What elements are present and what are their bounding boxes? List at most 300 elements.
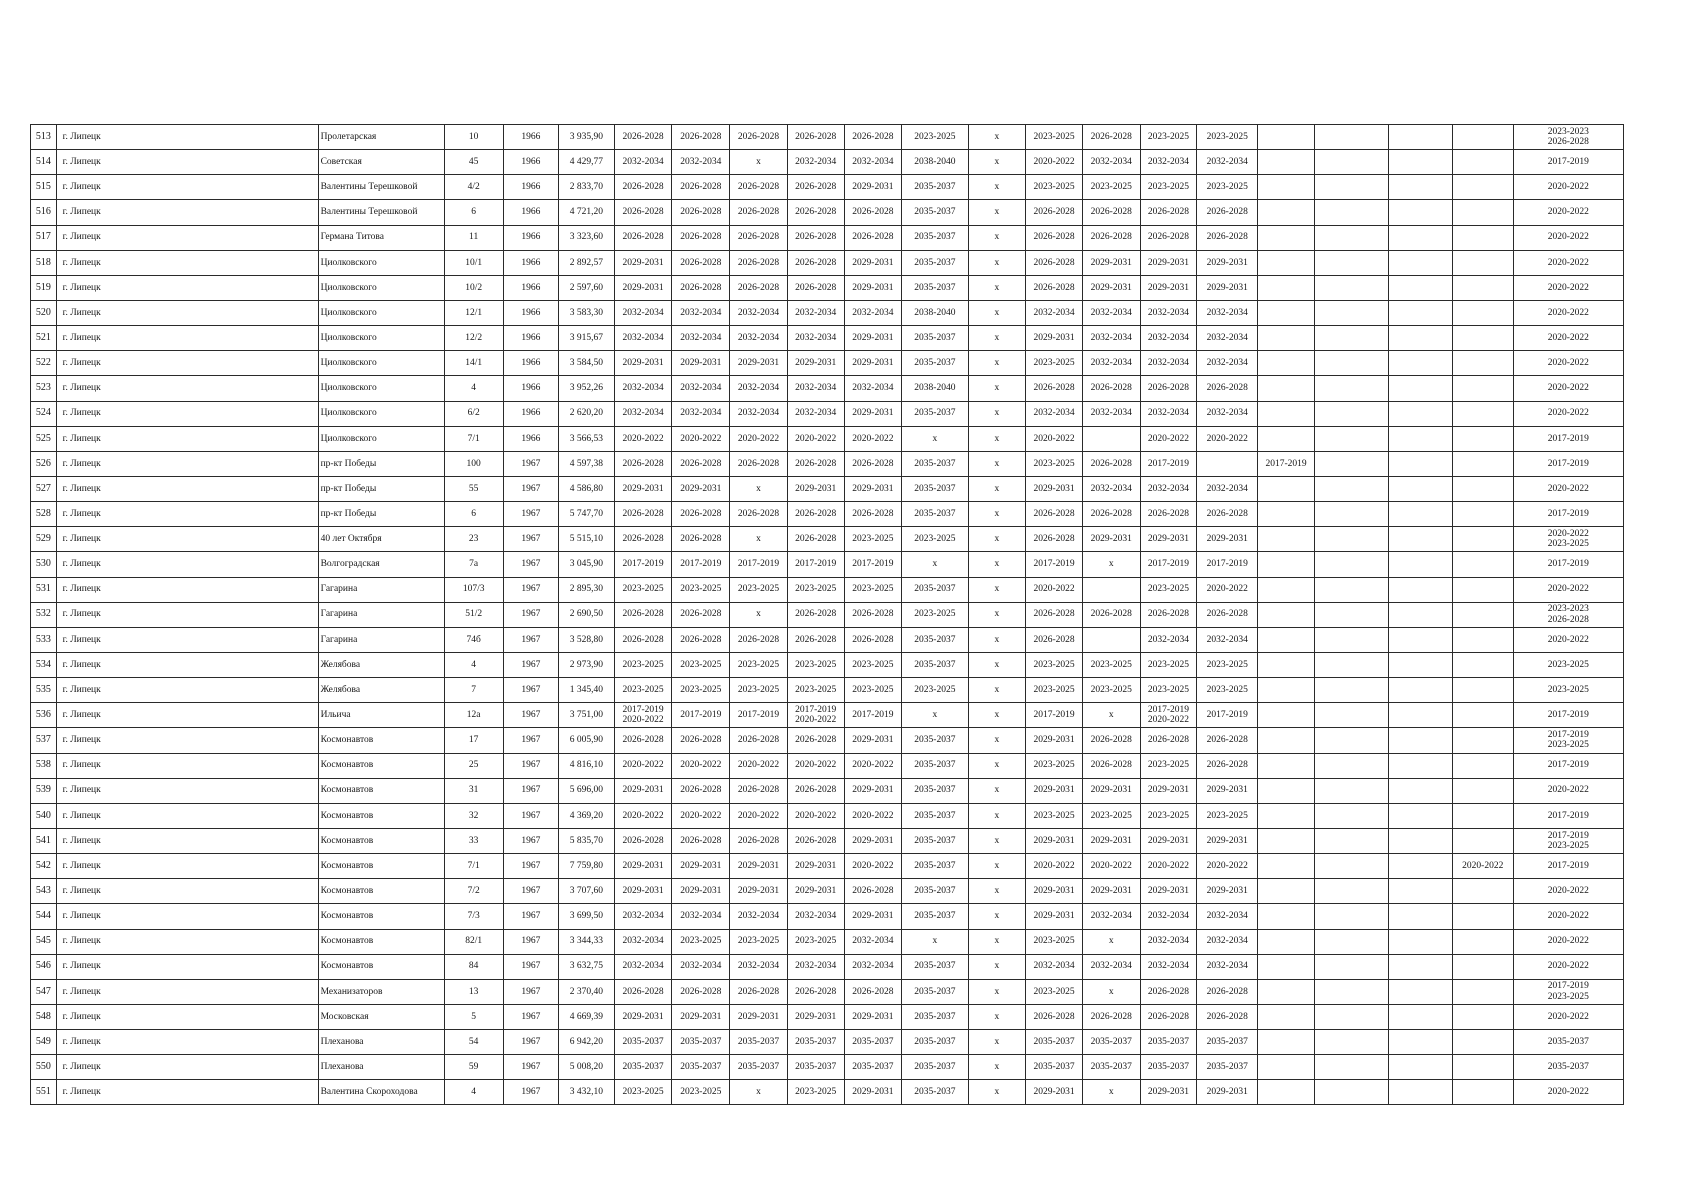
cell-period-col-9: х — [730, 150, 788, 175]
cell-period-col-9: 2026-2028 — [730, 828, 788, 853]
cell-period-col-7: 2026-2028 — [614, 828, 672, 853]
cell-period-col-7: 2020-2022 — [614, 753, 672, 778]
cell-period-col-7: 2032-2034 — [614, 300, 672, 325]
cell-street: пр-кт Победы — [318, 451, 444, 476]
cell-period-col-12: 2035-2037 — [902, 275, 968, 300]
cell-street: Циолковского — [318, 351, 444, 376]
cell-period-col-10: 2026-2028 — [787, 451, 844, 476]
cell-house-number: 11 — [444, 225, 503, 250]
cell-house-number: 4 — [444, 652, 503, 677]
cell-street: Механизаторов — [318, 979, 444, 1004]
table-row — [31, 728, 1624, 753]
cell-period-col-19 — [1314, 200, 1388, 225]
cell-period-col-21 — [1452, 326, 1513, 351]
cell-period-col-19 — [1314, 451, 1388, 476]
table-row — [31, 979, 1624, 1004]
cell-period-col-18 — [1258, 200, 1315, 225]
cell-period-col-9: 2023-2025 — [730, 577, 788, 602]
cell-period-col-10: 2035-2037 — [787, 1055, 844, 1080]
cell-period-col-9: 2026-2028 — [730, 125, 788, 150]
cell-period-col-7: 2029-2031 — [614, 351, 672, 376]
cell-period-col-12: 2035-2037 — [902, 954, 968, 979]
cell-period-col-11: 2020-2022 — [844, 854, 902, 879]
cell-locality: г. Липецк — [56, 225, 318, 250]
cell-period-col-16: 2029-2031 — [1140, 275, 1197, 300]
cell-row-number: 533 — [31, 627, 57, 652]
cell-period-col-8: 2026-2028 — [672, 451, 730, 476]
cell-period-col-12: х — [902, 703, 968, 728]
cell-period-col-21 — [1452, 250, 1513, 275]
cell-line: 2023-2025 — [1547, 841, 1589, 851]
cell-period-col-12: 2035-2037 — [902, 200, 968, 225]
cell-period-col-20 — [1388, 854, 1452, 879]
cell-period-col-20 — [1388, 200, 1452, 225]
cell-period-col-7: 2035-2037 — [614, 1030, 672, 1055]
cell-row-number: 539 — [31, 778, 57, 803]
cell-house-number: 10 — [444, 125, 503, 150]
cell-period-col-18 — [1258, 527, 1315, 552]
cell-period-col-19 — [1314, 904, 1388, 929]
cell-period-col-14: 2035-2037 — [1026, 1030, 1083, 1055]
cell-period-col-8: 2026-2028 — [672, 200, 730, 225]
cell-period-col-15: 2026-2028 — [1082, 451, 1140, 476]
cell-period-col-22 — [1513, 527, 1623, 552]
cell-total-area: 7 759,80 — [559, 854, 615, 879]
cell-period-col-10: 2029-2031 — [787, 1004, 844, 1029]
cell-period-col-8: 2023-2025 — [672, 652, 730, 677]
cell-period-col-20 — [1388, 652, 1452, 677]
cell-period-col-8: 2017-2019 — [672, 552, 730, 577]
cell-row-number: 545 — [31, 929, 57, 954]
cell-street: Циолковского — [318, 300, 444, 325]
cell-period-col-15: 2026-2028 — [1082, 376, 1140, 401]
cell-locality: г. Липецк — [56, 879, 318, 904]
cell-period-col-19 — [1314, 728, 1388, 753]
cell-locality: г. Липецк — [56, 250, 318, 275]
cell-period-col-17: 2029-2031 — [1197, 879, 1258, 904]
cell-period-col-9: 2032-2034 — [730, 954, 788, 979]
cell-period-col-16: 2026-2028 — [1140, 200, 1197, 225]
cell-house-number: 4 — [444, 376, 503, 401]
cell-period-col-18 — [1258, 753, 1315, 778]
cell-period-col-16: 2026-2028 — [1140, 979, 1197, 1004]
cell-period-col-9: 2032-2034 — [730, 300, 788, 325]
cell-house-number: 12а — [444, 703, 503, 728]
cell-period-col-12: 2035-2037 — [902, 1030, 968, 1055]
cell-period-col-19 — [1314, 351, 1388, 376]
cell-period-col-15: х — [1082, 979, 1140, 1004]
cell-line: 2017-2019 — [1547, 981, 1589, 992]
cell-row-number: 542 — [31, 854, 57, 879]
cell-period-col-13: х — [968, 426, 1026, 451]
cell-period-col-19 — [1314, 954, 1388, 979]
cell-period-col-18 — [1258, 250, 1315, 275]
cell-period-col-13: х — [968, 703, 1026, 728]
cell-period-col-9: 2023-2025 — [730, 929, 788, 954]
cell-period-col-19 — [1314, 401, 1388, 426]
cell-period-col-13: х — [968, 376, 1026, 401]
cell-period-col-9: 2035-2037 — [730, 1030, 788, 1055]
cell-period-col-20 — [1388, 401, 1452, 426]
cell-period-col-8: 2026-2028 — [672, 125, 730, 150]
cell-period-col-8: 2035-2037 — [672, 1055, 730, 1080]
cell-period-col-18 — [1258, 929, 1315, 954]
cell-period-col-13: х — [968, 728, 1026, 753]
cell-period-col-20 — [1388, 703, 1452, 728]
cell-period-col-21 — [1452, 275, 1513, 300]
cell-build-year: 1967 — [503, 954, 559, 979]
cell-period-col-13: х — [968, 300, 1026, 325]
cell-period-col-11: 2020-2022 — [844, 753, 902, 778]
cell-locality: г. Липецк — [56, 1030, 318, 1055]
cell-period-col-19 — [1314, 678, 1388, 703]
cell-period-col-11: 2023-2025 — [844, 652, 902, 677]
cell-period-col-16: 2023-2025 — [1140, 678, 1197, 703]
cell-period-col-7: 2032-2034 — [614, 401, 672, 426]
cell-period-col-13: х — [968, 778, 1026, 803]
cell-period-col-20 — [1388, 527, 1452, 552]
cell-period-col-11: 2035-2037 — [844, 1030, 902, 1055]
cell-period-col-12: 2035-2037 — [902, 854, 968, 879]
cell-house-number: 7/1 — [444, 426, 503, 451]
cell-period-col-17: 2023-2025 — [1197, 125, 1258, 150]
cell-period-col-21 — [1452, 879, 1513, 904]
cell-period-col-10: 2023-2025 — [787, 1080, 844, 1105]
cell-period-col-12: 2035-2037 — [902, 652, 968, 677]
cell-period-col-12: 2035-2037 — [902, 225, 968, 250]
cell-period-col-14: 2023-2025 — [1026, 175, 1083, 200]
cell-period-col-19 — [1314, 225, 1388, 250]
cell-period-col-7: 2026-2028 — [614, 728, 672, 753]
cell-row-number: 547 — [31, 979, 57, 1004]
cell-street: Гагарина — [318, 627, 444, 652]
cell-line: 2017-2019 — [1547, 729, 1589, 740]
table-row — [31, 502, 1624, 527]
cell-period-col-19 — [1314, 1030, 1388, 1055]
cell-period-col-13: х — [968, 476, 1026, 501]
cell-period-col-15 — [1082, 627, 1140, 652]
cell-period-col-17: 2026-2028 — [1197, 376, 1258, 401]
cell-line: 2017-2019 — [622, 704, 664, 715]
cell-period-col-14: 2020-2022 — [1026, 150, 1083, 175]
cell-period-col-22: 2020-2022 — [1513, 476, 1623, 501]
cell-period-col-9: 2026-2028 — [730, 778, 788, 803]
cell-period-col-7: 2029-2031 — [614, 1004, 672, 1029]
cell-period-col-20 — [1388, 728, 1452, 753]
cell-period-col-20 — [1388, 979, 1452, 1004]
cell-build-year: 1966 — [503, 300, 559, 325]
cell-period-col-15: 2023-2025 — [1082, 652, 1140, 677]
cell-period-col-10: 2023-2025 — [787, 652, 844, 677]
cell-house-number: 7/1 — [444, 854, 503, 879]
cell-period-col-16: 2026-2028 — [1140, 602, 1197, 627]
cell-row-number: 519 — [31, 275, 57, 300]
cell-period-col-19 — [1314, 627, 1388, 652]
cell-period-col-12: 2035-2037 — [902, 753, 968, 778]
cell-period-col-16: 2032-2034 — [1140, 904, 1197, 929]
cell-period-col-19 — [1314, 1055, 1388, 1080]
cell-period-col-15: х — [1082, 703, 1140, 728]
cell-period-col-21 — [1452, 527, 1513, 552]
cell-period-col-20 — [1388, 803, 1452, 828]
cell-period-col-7 — [614, 703, 672, 728]
cell-period-col-17: 2032-2034 — [1197, 954, 1258, 979]
cell-build-year: 1967 — [503, 652, 559, 677]
cell-locality: г. Липецк — [56, 854, 318, 879]
cell-house-number: 23 — [444, 527, 503, 552]
table-row — [31, 678, 1624, 703]
table-row — [31, 778, 1624, 803]
cell-period-col-21 — [1452, 451, 1513, 476]
cell-period-col-20 — [1388, 502, 1452, 527]
cell-house-number: 5 — [444, 1004, 503, 1029]
cell-period-col-19 — [1314, 476, 1388, 501]
cell-period-col-11: 2032-2034 — [844, 300, 902, 325]
cell-line: 2023-2025 — [1547, 991, 1589, 1002]
cell-period-col-18 — [1258, 275, 1315, 300]
cell-period-col-18 — [1258, 627, 1315, 652]
cell-period-col-20 — [1388, 150, 1452, 175]
cell-period-col-16: 2032-2034 — [1140, 326, 1197, 351]
cell-period-col-11: 2029-2031 — [844, 778, 902, 803]
cell-period-col-9: 2026-2028 — [730, 451, 788, 476]
cell-period-col-15: 2023-2025 — [1082, 678, 1140, 703]
cell-period-col-18 — [1258, 125, 1315, 150]
cell-period-col-16: 2023-2025 — [1140, 577, 1197, 602]
cell-period-col-16: 2032-2034 — [1140, 627, 1197, 652]
cell-row-number: 549 — [31, 1030, 57, 1055]
cell-period-col-17: 2029-2031 — [1197, 1080, 1258, 1105]
cell-period-col-20 — [1388, 778, 1452, 803]
cell-period-col-9: 2029-2031 — [730, 351, 788, 376]
cell-period-col-19 — [1314, 502, 1388, 527]
cell-period-col-7: 2029-2031 — [614, 250, 672, 275]
cell-period-col-15: 2032-2034 — [1082, 476, 1140, 501]
cell-period-col-14: 2029-2031 — [1026, 728, 1083, 753]
cell-period-col-7: 2029-2031 — [614, 879, 672, 904]
cell-period-col-14: 2023-2025 — [1026, 753, 1083, 778]
cell-total-area: 3 952,26 — [559, 376, 615, 401]
cell-period-col-19 — [1314, 376, 1388, 401]
cell-period-col-17: 2026-2028 — [1197, 225, 1258, 250]
cell-period-col-19 — [1314, 803, 1388, 828]
cell-period-col-22: 2017-2019 — [1513, 552, 1623, 577]
cell-locality: г. Липецк — [56, 275, 318, 300]
cell-locality: г. Липецк — [56, 1080, 318, 1105]
cell-period-col-18 — [1258, 854, 1315, 879]
cell-street: Желябова — [318, 678, 444, 703]
cell-period-col-19 — [1314, 275, 1388, 300]
cell-period-col-15: 2032-2034 — [1082, 351, 1140, 376]
cell-period-col-16: 2029-2031 — [1140, 527, 1197, 552]
cell-period-col-16: 2023-2025 — [1140, 652, 1197, 677]
cell-total-area: 3 935,90 — [559, 125, 615, 150]
cell-period-col-18 — [1258, 1080, 1315, 1105]
cell-period-col-21 — [1452, 1080, 1513, 1105]
cell-locality: г. Липецк — [56, 728, 318, 753]
cell-period-col-12: 2023-2025 — [902, 678, 968, 703]
cell-line: 2023-2023 — [1547, 126, 1589, 137]
cell-period-col-13: х — [968, 577, 1026, 602]
cell-period-col-13: х — [968, 803, 1026, 828]
cell-period-col-18 — [1258, 728, 1315, 753]
table-row — [31, 275, 1624, 300]
cell-row-number: 535 — [31, 678, 57, 703]
cell-locality: г. Липецк — [56, 979, 318, 1004]
cell-period-col-21 — [1452, 652, 1513, 677]
cell-street: Циолковского — [318, 275, 444, 300]
cell-period-col-11: 2032-2034 — [844, 929, 902, 954]
table-row — [31, 1004, 1624, 1029]
cell-period-col-11: 2023-2025 — [844, 527, 902, 552]
cell-row-number: 520 — [31, 300, 57, 325]
cell-period-col-7: 2023-2025 — [614, 652, 672, 677]
cell-period-col-17: 2032-2034 — [1197, 929, 1258, 954]
cell-period-col-21 — [1452, 351, 1513, 376]
cell-period-col-14: 2029-2031 — [1026, 879, 1083, 904]
table-row — [31, 854, 1624, 879]
table-row — [31, 426, 1624, 451]
cell-period-col-20 — [1388, 300, 1452, 325]
cell-period-col-21 — [1452, 1004, 1513, 1029]
cell-period-col-17: 2032-2034 — [1197, 351, 1258, 376]
cell-period-col-20 — [1388, 954, 1452, 979]
cell-period-col-13: х — [968, 1030, 1026, 1055]
cell-period-col-8: 2023-2025 — [672, 929, 730, 954]
cell-row-number: 538 — [31, 753, 57, 778]
cell-total-area: 3 632,75 — [559, 954, 615, 979]
cell-period-col-11: 2029-2031 — [844, 250, 902, 275]
cell-period-col-15: 2026-2028 — [1082, 200, 1140, 225]
cell-build-year: 1967 — [503, 678, 559, 703]
cell-period-col-22: 2020-2022 — [1513, 401, 1623, 426]
cell-period-col-10: 2020-2022 — [787, 753, 844, 778]
cell-line: 2017-2019 — [1547, 830, 1589, 841]
cell-period-col-7: 2032-2034 — [614, 376, 672, 401]
cell-period-col-17: 2020-2022 — [1197, 426, 1258, 451]
cell-locality: г. Липецк — [56, 929, 318, 954]
cell-period-col-10: 2026-2028 — [787, 828, 844, 853]
cell-period-col-10: 2026-2028 — [787, 602, 844, 627]
table-row — [31, 300, 1624, 325]
cell-period-col-20 — [1388, 879, 1452, 904]
cell-period-col-16: 2023-2025 — [1140, 753, 1197, 778]
cell-period-col-10: 2026-2028 — [787, 175, 844, 200]
cell-build-year: 1966 — [503, 125, 559, 150]
cell-period-col-14: 2023-2025 — [1026, 678, 1083, 703]
cell-period-col-13: х — [968, 678, 1026, 703]
cell-period-col-17: 2026-2028 — [1197, 602, 1258, 627]
cell-period-col-10: 2026-2028 — [787, 527, 844, 552]
cell-build-year: 1967 — [503, 577, 559, 602]
cell-period-col-21 — [1452, 627, 1513, 652]
cell-period-col-22: 2020-2022 — [1513, 275, 1623, 300]
cell-period-col-11: 2029-2031 — [844, 175, 902, 200]
cell-period-col-14: 2023-2025 — [1026, 451, 1083, 476]
cell-period-col-14: 2026-2028 — [1026, 627, 1083, 652]
cell-row-number: 531 — [31, 577, 57, 602]
cell-period-col-10: 2032-2034 — [787, 300, 844, 325]
cell-period-col-10: 2032-2034 — [787, 326, 844, 351]
cell-period-col-15: 2032-2034 — [1082, 954, 1140, 979]
cell-period-col-8: 2023-2025 — [672, 1080, 730, 1105]
cell-locality: г. Липецк — [56, 426, 318, 451]
cell-period-col-18 — [1258, 803, 1315, 828]
cell-build-year: 1966 — [503, 175, 559, 200]
cell-period-col-19 — [1314, 577, 1388, 602]
cell-period-col-8: 2020-2022 — [672, 803, 730, 828]
cell-period-col-16: 2032-2034 — [1140, 351, 1197, 376]
cell-period-col-7: 2032-2034 — [614, 904, 672, 929]
cell-period-col-14: 2029-2031 — [1026, 476, 1083, 501]
cell-period-col-9: 2026-2028 — [730, 175, 788, 200]
cell-build-year: 1967 — [503, 1080, 559, 1105]
cell-period-col-21 — [1452, 1055, 1513, 1080]
cell-period-col-17 — [1197, 451, 1258, 476]
cell-period-col-8: 2032-2034 — [672, 401, 730, 426]
cell-period-col-11: 2017-2019 — [844, 552, 902, 577]
cell-locality: г. Липецк — [56, 451, 318, 476]
cell-build-year: 1966 — [503, 275, 559, 300]
cell-period-col-7: 2026-2028 — [614, 125, 672, 150]
table-row — [31, 200, 1624, 225]
cell-period-col-22: 2020-2022 — [1513, 200, 1623, 225]
table-row — [31, 527, 1624, 552]
cell-period-col-17: 2032-2034 — [1197, 326, 1258, 351]
cell-period-col-9: 2035-2037 — [730, 1055, 788, 1080]
cell-build-year: 1967 — [503, 803, 559, 828]
cell-period-col-20 — [1388, 175, 1452, 200]
cell-period-col-10: 2026-2028 — [787, 979, 844, 1004]
cell-period-col-21 — [1452, 828, 1513, 853]
cell-street: Пролетарская — [318, 125, 444, 150]
cell-locality: г. Липецк — [56, 200, 318, 225]
cell-period-col-12: х — [902, 426, 968, 451]
cell-period-col-9: 2020-2022 — [730, 426, 788, 451]
cell-period-col-14: 2026-2028 — [1026, 502, 1083, 527]
cell-house-number: 25 — [444, 753, 503, 778]
cell-line: 2020-2022 — [1147, 715, 1190, 726]
cell-period-col-18 — [1258, 678, 1315, 703]
cell-total-area: 4 369,20 — [559, 803, 615, 828]
cell-period-col-11: 2026-2028 — [844, 451, 902, 476]
cell-house-number: 12/1 — [444, 300, 503, 325]
cell-period-col-11: 2029-2031 — [844, 275, 902, 300]
cell-period-col-15: 2032-2034 — [1082, 904, 1140, 929]
cell-build-year: 1967 — [503, 728, 559, 753]
cell-street: Плеханова — [318, 1030, 444, 1055]
cell-period-col-22: 2020-2022 — [1513, 904, 1623, 929]
cell-period-col-18 — [1258, 426, 1315, 451]
cell-period-col-15: 2032-2034 — [1082, 326, 1140, 351]
cell-locality: г. Липецк — [56, 828, 318, 853]
cell-house-number: 107/3 — [444, 577, 503, 602]
cell-period-col-13: х — [968, 326, 1026, 351]
cell-period-col-13: х — [968, 954, 1026, 979]
cell-period-col-8: 2026-2028 — [672, 527, 730, 552]
cell-period-col-19 — [1314, 652, 1388, 677]
cell-period-col-15: 2023-2025 — [1082, 175, 1140, 200]
cell-house-number: 51/2 — [444, 602, 503, 627]
cell-period-col-17: 2029-2031 — [1197, 527, 1258, 552]
cell-total-area: 5 696,00 — [559, 778, 615, 803]
cell-period-col-20 — [1388, 451, 1452, 476]
cell-period-col-22: 2017-2019 — [1513, 703, 1623, 728]
cell-street: Советская — [318, 150, 444, 175]
cell-total-area: 5 515,10 — [559, 527, 615, 552]
cell-period-col-9: 2026-2028 — [730, 627, 788, 652]
cell-period-col-11: 2020-2022 — [844, 803, 902, 828]
